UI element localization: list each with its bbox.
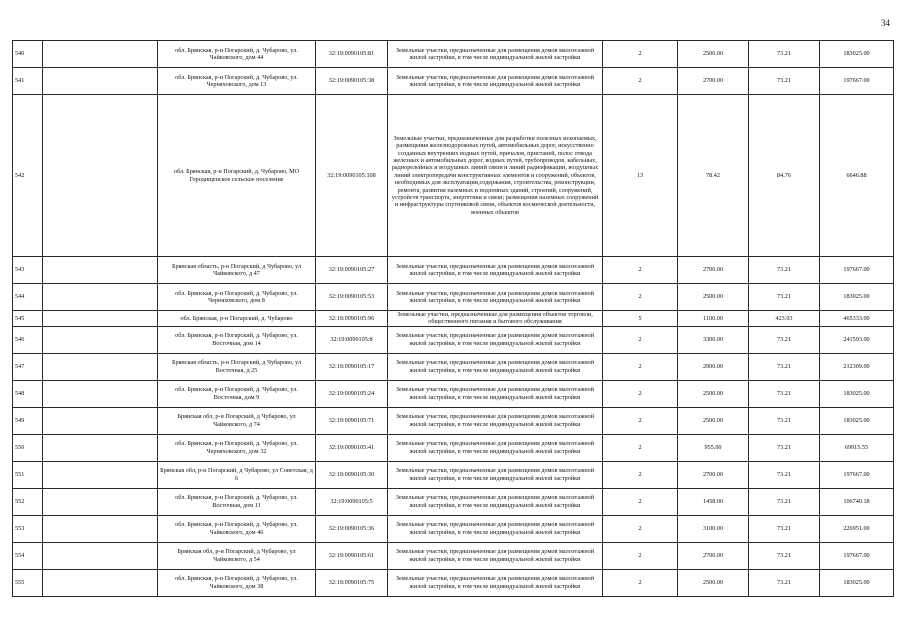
area-cell: 2500.00 bbox=[678, 407, 749, 434]
land-use-cell: Земельные участки, предназначенные для размещения домов малоэтажной жилой застройки, в том числе индивидуальной жилой застройки bbox=[388, 407, 603, 434]
spacer-cell bbox=[43, 407, 158, 434]
spacer-cell bbox=[43, 569, 158, 596]
row-number: 555 bbox=[13, 569, 43, 596]
land-use-cell: Земельные участки, предназначенные для размещения домов малоэтажной жилой застройки, в том числе индивидуальной жилой застройки bbox=[388, 68, 603, 95]
rate-cell: 73.21 bbox=[749, 257, 820, 284]
table-row bbox=[13, 326, 894, 353]
address-cell: обл. Брянская, р-н Погарский, д. Чубарово, ул. Восточная, дом 11 bbox=[158, 488, 316, 515]
group-cell: 2 bbox=[603, 326, 678, 353]
row-number: 553 bbox=[13, 515, 43, 542]
cadastral-number-cell: 32:19:0090105:8 bbox=[316, 326, 388, 353]
table-row bbox=[13, 380, 894, 407]
table-row bbox=[13, 434, 894, 461]
area-cell: 78.42 bbox=[678, 95, 749, 257]
spacer-cell bbox=[43, 311, 158, 327]
table-body bbox=[13, 41, 894, 597]
rate-cell: 73.21 bbox=[749, 461, 820, 488]
rate-cell: 73.21 bbox=[749, 68, 820, 95]
area-cell: 2700.00 bbox=[678, 461, 749, 488]
land-use-cell: Земельные участки, предназначенные для размещения домов малоэтажной жилой застройки, в том числе индивидуальной жилой застройки bbox=[388, 380, 603, 407]
cadastral-value-cell: 6646.88 bbox=[820, 95, 894, 257]
spacer-cell bbox=[43, 41, 158, 68]
land-use-cell: Земельные участки, предназначенные для размещения домов малоэтажной жилой застройки, в том числе индивидуальной жилой застройки bbox=[388, 326, 603, 353]
group-cell: 13 bbox=[603, 95, 678, 257]
cadastral-value-cell: 197667.00 bbox=[820, 542, 894, 569]
address-cell: Брянская обл, р-н Погарский, д Чубарово, ул Чайковского, д 54 bbox=[158, 542, 316, 569]
rate-cell: 73.21 bbox=[749, 434, 820, 461]
rate-cell: 73.21 bbox=[749, 515, 820, 542]
spacer-cell bbox=[43, 326, 158, 353]
cadastral-value-cell: 183025.00 bbox=[820, 380, 894, 407]
cadastral-value-cell: 183025.00 bbox=[820, 407, 894, 434]
rate-cell: 84.76 bbox=[749, 95, 820, 257]
address-cell: Брянская обл, р-н Погарский, д Чубарово, ул Советская, д 6 bbox=[158, 461, 316, 488]
group-cell: 2 bbox=[603, 380, 678, 407]
cadastral-number-cell: 32:19:0090105:53 bbox=[316, 284, 388, 311]
land-use-cell: Земельные участки, предназначенные для размещения домов малоэтажной жилой застройки, в том числе индивидуальной жилой застройки bbox=[388, 353, 603, 380]
table-row bbox=[13, 284, 894, 311]
address-cell: Брянская область, р-н Погарский, д Чубарово, ул Чайковского, д 47 bbox=[158, 257, 316, 284]
land-use-cell: Земельные участки, предназначенные для размещения домов малоэтажной жилой застройки, в том числе индивидуальной жилой застройки bbox=[388, 461, 603, 488]
land-use-cell: Земельные участки, предназначенные для размещения домов малоэтажной жилой застройки, в том числе индивидуальной жилой застройки bbox=[388, 569, 603, 596]
rate-cell: 73.21 bbox=[749, 407, 820, 434]
table-row bbox=[13, 407, 894, 434]
cadastral-number-cell: 32:19:0090105:41 bbox=[316, 434, 388, 461]
address-cell: обл. Брянская, р-н Погарский, д. Чубарово, ул. Чайковского, дом 38 bbox=[158, 569, 316, 596]
group-cell: 2 bbox=[603, 434, 678, 461]
address-cell: обл. Брянская, р-н Погарский, д. Чубарово, ул. Черняховского, дом 13 bbox=[158, 68, 316, 95]
table-row bbox=[13, 353, 894, 380]
rate-cell: 73.21 bbox=[749, 380, 820, 407]
address-cell: обл. Брянская, р-н Погарский, д. Чубарово bbox=[158, 311, 316, 327]
table-row bbox=[13, 569, 894, 596]
cadastral-number-cell: 32:19:0090105:75 bbox=[316, 569, 388, 596]
group-cell: 2 bbox=[603, 353, 678, 380]
area-cell: 1100.00 bbox=[678, 311, 749, 327]
table-row bbox=[13, 515, 894, 542]
table-row bbox=[13, 68, 894, 95]
row-number: 540 bbox=[13, 41, 43, 68]
row-number: 546 bbox=[13, 326, 43, 353]
land-use-cell: Земельные участки, предназначенные для размещения домов малоэтажной жилой застройки, в том числе индивидуальной жилой застройки bbox=[388, 41, 603, 68]
group-cell: 2 bbox=[603, 41, 678, 68]
rate-cell: 73.21 bbox=[749, 542, 820, 569]
land-use-cell: Земельные участки, предназначенные для размещения объектов торговли, общественного питания и бытового обслуживания bbox=[388, 311, 603, 327]
area-cell: 2500.00 bbox=[678, 41, 749, 68]
row-number: 548 bbox=[13, 380, 43, 407]
cadastral-value-cell: 465333.00 bbox=[820, 311, 894, 327]
table-row bbox=[13, 257, 894, 284]
rate-cell: 73.21 bbox=[749, 284, 820, 311]
address-cell: Брянская область, р-н Погарский, д Чубарово, ул Восточная, д 25 bbox=[158, 353, 316, 380]
area-cell: 955.00 bbox=[678, 434, 749, 461]
cadastral-value-table bbox=[12, 40, 894, 597]
area-cell: 3100.00 bbox=[678, 515, 749, 542]
row-number: 554 bbox=[13, 542, 43, 569]
group-cell: 2 bbox=[603, 257, 678, 284]
cadastral-number-cell: 32:19:0090105:108 bbox=[316, 95, 388, 257]
cadastral-value-cell: 183025.00 bbox=[820, 284, 894, 311]
area-cell: 1458.00 bbox=[678, 488, 749, 515]
row-number: 549 bbox=[13, 407, 43, 434]
row-number: 547 bbox=[13, 353, 43, 380]
cadastral-number-cell: 32:19:0090105:27 bbox=[316, 257, 388, 284]
spacer-cell bbox=[43, 461, 158, 488]
group-cell: 2 bbox=[603, 515, 678, 542]
rate-cell: 73.21 bbox=[749, 326, 820, 353]
spacer-cell bbox=[43, 257, 158, 284]
group-cell: 5 bbox=[603, 311, 678, 327]
cadastral-number-cell: 32:19:0090105:24 bbox=[316, 380, 388, 407]
spacer-cell bbox=[43, 95, 158, 257]
row-number: 543 bbox=[13, 257, 43, 284]
group-cell: 2 bbox=[603, 488, 678, 515]
table-row bbox=[13, 461, 894, 488]
land-use-cell: Земельные участки, предназначенные для размещения домов малоэтажной жилой застройки, в том числе индивидуальной жилой застройки bbox=[388, 488, 603, 515]
cadastral-value-cell: 197667.00 bbox=[820, 68, 894, 95]
area-cell: 2500.00 bbox=[678, 569, 749, 596]
table-row bbox=[13, 95, 894, 257]
land-use-cell: Земельные участки, предназначенные для размещения домов малоэтажной жилой застройки, в том числе индивидуальной жилой застройки bbox=[388, 284, 603, 311]
cadastral-value-cell: 212309.00 bbox=[820, 353, 894, 380]
cadastral-value-cell: 69915.55 bbox=[820, 434, 894, 461]
row-number: 550 bbox=[13, 434, 43, 461]
land-use-cell: Земельные участки, предназначенные для размещения домов малоэтажной жилой застройки, в том числе индивидуальной жилой застройки bbox=[388, 434, 603, 461]
address-cell: обл. Брянская, р-н Погарский, д. Чубарово, ул. Восточная, дом 9 bbox=[158, 380, 316, 407]
land-use-cell: Земельные участки, предназначенные для размещения домов малоэтажной жилой застройки, в том числе индивидуальной жилой застройки bbox=[388, 515, 603, 542]
cadastral-value-cell: 241593.00 bbox=[820, 326, 894, 353]
cadastral-value-cell: 183025.00 bbox=[820, 569, 894, 596]
spacer-cell bbox=[43, 353, 158, 380]
cadastral-value-cell: 106740.18 bbox=[820, 488, 894, 515]
cadastral-number-cell: 32:19:0090105:81 bbox=[316, 41, 388, 68]
page-number: 34 bbox=[881, 18, 890, 28]
spacer-cell bbox=[43, 488, 158, 515]
table-row bbox=[13, 488, 894, 515]
table-row bbox=[13, 542, 894, 569]
area-cell: 2500.00 bbox=[678, 380, 749, 407]
cadastral-number-cell: 32:19:0090105:5 bbox=[316, 488, 388, 515]
rate-cell: 73.21 bbox=[749, 488, 820, 515]
address-cell: обл. Брянская, р-н Погарский, д. Чубарово, ул. Черняховского, дом 32 bbox=[158, 434, 316, 461]
table-row bbox=[13, 41, 894, 68]
group-cell: 2 bbox=[603, 68, 678, 95]
spacer-cell bbox=[43, 380, 158, 407]
cadastral-value-cell: 183025.00 bbox=[820, 41, 894, 68]
spacer-cell bbox=[43, 515, 158, 542]
cadastral-number-cell: 32:19:0090105:17 bbox=[316, 353, 388, 380]
address-cell: Брянская обл, р-н Погарский, д Чубарово, ул Чайковского, д 74 bbox=[158, 407, 316, 434]
group-cell: 2 bbox=[603, 407, 678, 434]
cadastral-value-cell: 197667.00 bbox=[820, 461, 894, 488]
cadastral-number-cell: 32:19:0090105:38 bbox=[316, 68, 388, 95]
row-number: 545 bbox=[13, 311, 43, 327]
cadastral-number-cell: 32:19:0090105:30 bbox=[316, 461, 388, 488]
spacer-cell bbox=[43, 542, 158, 569]
group-cell: 2 bbox=[603, 542, 678, 569]
rate-cell: 73.21 bbox=[749, 41, 820, 68]
group-cell: 2 bbox=[603, 461, 678, 488]
land-use-cell: Земельные участки, предназначенные для размещения домов малоэтажной жилой застройки, в том числе индивидуальной жилой застройки bbox=[388, 257, 603, 284]
address-cell: обл. Брянская, р-н Погарский, д. Чубарово, ул. Восточная, дом 14 bbox=[158, 326, 316, 353]
table-row bbox=[13, 311, 894, 327]
area-cell: 2700.00 bbox=[678, 68, 749, 95]
area-cell: 2900.00 bbox=[678, 353, 749, 380]
address-cell: обл. Брянская, р-н Погарский, д. Чубарово, ул. Чайковского, дом 44 bbox=[158, 41, 316, 68]
rate-cell: 423.03 bbox=[749, 311, 820, 327]
cadastral-number-cell: 32:19:0090105:96 bbox=[316, 311, 388, 327]
address-cell: обл. Брянская, р-н Погарский, д. Чубарово, ул. Чайковского, дом 46 bbox=[158, 515, 316, 542]
cadastral-number-cell: 32:19:0090105:71 bbox=[316, 407, 388, 434]
address-cell: обл. Брянская, р-н Погарский, д. Чубарово, МО Городищенское сельское поселение bbox=[158, 95, 316, 257]
row-number: 552 bbox=[13, 488, 43, 515]
spacer-cell bbox=[43, 68, 158, 95]
cadastral-number-cell: 32:19:0090105:61 bbox=[316, 542, 388, 569]
rate-cell: 73.21 bbox=[749, 569, 820, 596]
spacer-cell bbox=[43, 434, 158, 461]
area-cell: 2500.00 bbox=[678, 284, 749, 311]
row-number: 544 bbox=[13, 284, 43, 311]
group-cell: 2 bbox=[603, 284, 678, 311]
rate-cell: 73.21 bbox=[749, 353, 820, 380]
row-number: 541 bbox=[13, 68, 43, 95]
group-cell: 2 bbox=[603, 569, 678, 596]
row-number: 551 bbox=[13, 461, 43, 488]
spacer-cell bbox=[43, 284, 158, 311]
cadastral-value-cell: 226951.00 bbox=[820, 515, 894, 542]
area-cell: 2700.00 bbox=[678, 542, 749, 569]
address-cell: обл. Брянская, р-н Погарский, д. Чубарово, ул. Черняховского, дом 8 bbox=[158, 284, 316, 311]
land-use-cell: Земельные участки, предназначенные для разработки полезных ископаемых, размещения железнодорожных путей, автомобильных дорог, искусственно созданных внутренних водных путей, причалов, пристаней, полос отвода железных и автомобильных дорог, водных путей, трубопроводов, кабельных, радиорелейных и воздушных линий связи и линий радиофикации, воздушных линий электропередачи конструктивных элементов и сооружений, объектов, необходимых для эксплуатации,содержания, строительства, реконструкции, ремонта, развития наземных и подземных зданий, строений, сооружений, устройств транспорта, энергетики и связи; размещения наземных сооружений и инфраструктуры спутниковой связи, объектов космической деятельности, военных объектов bbox=[388, 95, 603, 257]
cadastral-value-cell: 197667.00 bbox=[820, 257, 894, 284]
area-cell: 3300.00 bbox=[678, 326, 749, 353]
cadastral-number-cell: 32:19:0090105:36 bbox=[316, 515, 388, 542]
area-cell: 2700.00 bbox=[678, 257, 749, 284]
row-number: 542 bbox=[13, 95, 43, 257]
land-use-cell: Земельные участки, предназначенные для размещения домов малоэтажной жилой застройки, в том числе индивидуальной жилой застройки bbox=[388, 542, 603, 569]
